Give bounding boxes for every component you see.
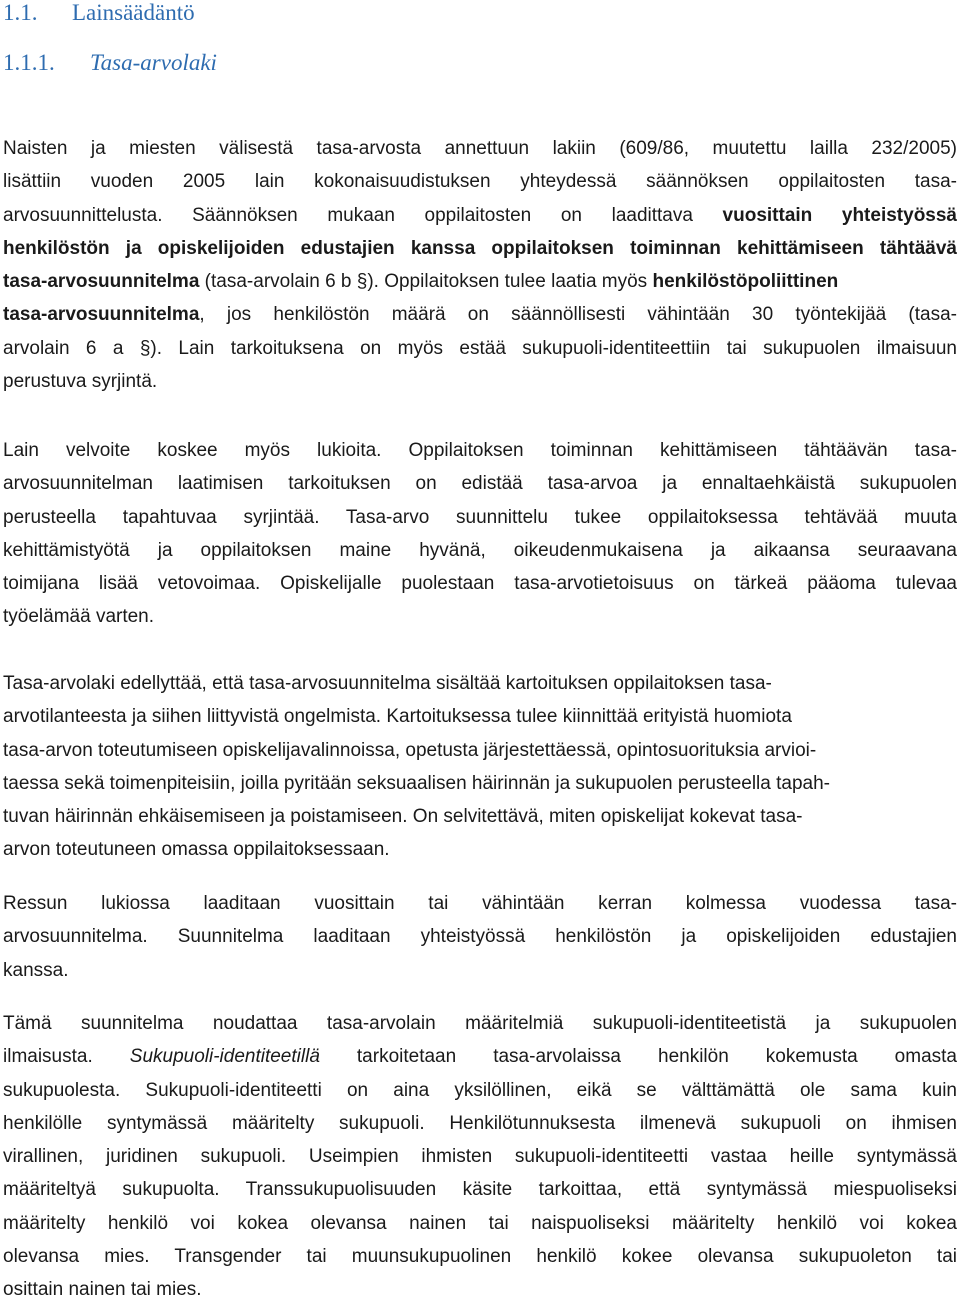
text-line: arvosuunnitelman laatimisen tarkoituksen on edistää tasa-arvoa ja ennaltaehkäistä sukupuolen — [3, 473, 957, 495]
paragraph-requirements — [3, 667, 957, 867]
text-line: määriteltyä sukupuolta. Transsukupuolisuuden käsite tarkoittaa, että syntymässä miespuoliseksi — [3, 1179, 957, 1201]
italic-term: Sukupuoli-identiteetillä — [129, 1046, 320, 1068]
paragraph-definitions — [3, 1007, 957, 1307]
text-line: Tasa-arvolaki edellyttää, että tasa-arvosuunnitelma sisältää kartoituksen oppilaitoksen tasa- — [3, 673, 772, 694]
text-line: taessa sekä toimenpiteisiin, joilla pyritään seksuaalisen häirinnän ja sukupuolen perusteella tapah- — [3, 772, 831, 794]
paragraph-ressu — [3, 887, 957, 987]
text-line: Lain velvoite koskee myös lukioita. Oppilaitoksen toiminnan kehittämiseen tähtäävän tasa- — [3, 440, 957, 461]
text-line: arvotilanteesta ja siihen liittyvistä ongelmista. Kartoituksessa tulee kiinnittää erityistä huomiota — [3, 706, 792, 728]
text-line: tasa-arvon toteutumiseen opiskelijavalinnoissa, opetusta järjestettäessä, opintosuorituksia arvioi- — [3, 739, 817, 761]
text-line: työelämää varten. — [3, 606, 155, 628]
text-line: osittain nainen tai mies. — [3, 1279, 202, 1301]
text-line: tasa-arvosuunnitelma, jos henkilöstön määrä on säännöllisesti vähintään 30 työntekijää (tasa- — [3, 304, 957, 326]
text-line: määritelty henkilö voi kokea olevansa nainen tai naispuoliseksi määritelty henkilö voi kokea — [3, 1212, 957, 1234]
emphasis: tasa-arvosuunnitelma — [3, 271, 200, 293]
text-line: tasa-arvosuunnitelma (tasa-arvolain 6 b §). Oppilaitoksen tulee laatia myös henkilöstöpoliittinen — [3, 271, 839, 293]
emphasis: henkilöstöpoliittinen — [652, 271, 839, 293]
section-heading — [3, 0, 195, 26]
text-line: tuvan häirinnän ehkäisemiseen ja poistamiseen. On selvitettävä, miten opiskelijat kokevat tasa- — [3, 806, 803, 828]
text-line: kehittämistyötä ja oppilaitoksen maine hyvänä, oikeudenmukaisena ja aikaansa seuraavana — [3, 539, 957, 561]
text-line: arvolain 6 a §). Lain tarkoituksena on myös estää sukupuoli-identiteettiin tai sukupuolen ilmaisuun — [3, 337, 957, 359]
text-line: ilmaisusta. Sukupuoli-identiteetillä tarkoitetaan tasa-arvolaissa henkilön kokemusta omasta — [3, 1046, 957, 1068]
text-line: Naisten ja miesten välisestä tasa-arvosta annettuun lakiin (609/86, muutettu lailla 232/2005) — [3, 138, 957, 159]
paragraph-obligation — [3, 434, 957, 634]
text-line: lisättiin vuoden 2005 lain kokonaisuudistuksen yhteydessä säännöksen oppilaitosten tasa- — [3, 171, 957, 193]
text-line: kanssa. — [3, 959, 69, 981]
text-line: arvon toteutuneen omassa oppilaitoksessaan. — [3, 839, 390, 861]
paragraph-law-background — [3, 132, 957, 398]
subsection-title: Tasa-arvolaki — [90, 50, 217, 75]
text-line: perusteella tapahtuvaa syrjintää. Tasa-arvo suunnittelu tukee oppilaitoksessa tehtävää muuta — [3, 506, 957, 528]
text-line: arvosuunnitelma. Suunnitelma laaditaan yhteistyössä henkilöstön ja opiskelijoiden edustajien — [3, 926, 957, 948]
subsection-number: 1.1.1. — [3, 50, 55, 75]
text-line: olevansa mies. Transgender tai muunsukupuolinen henkilö kokee olevansa sukupuoleton tai — [3, 1246, 957, 1268]
text-line: Tämä suunnitelma noudattaa tasa-arvolain määritelmiä sukupuoli-identiteetistä ja sukupuolen — [3, 1013, 957, 1034]
text-line: virallinen, juridinen sukupuoli. Useimpien ihmisten sukupuoli-identiteetti vastaa heille syntymässä — [3, 1146, 957, 1168]
text-line: toimijana lisää vetovoimaa. Opiskelijalle puolestaan tasa-arvotietoisuus on tärkeä pääoma tulevaa — [3, 573, 957, 595]
section-title: Lainsäädäntö — [72, 0, 195, 25]
text-line: Ressun lukiossa laaditaan vuosittain tai vähintään kerran kolmessa vuodessa tasa- — [3, 893, 957, 914]
emphasis: henkilöstön ja opiskelijoiden edustajien kanssa oppilaitoksen toiminnan kehittämiseen tähtäävä — [3, 237, 957, 259]
text-line: arvosuunnittelusta. Säännöksen mukaan oppilaitosten on laadittava vuosittain yhteistyössä — [3, 204, 957, 226]
section-number: 1.1. — [3, 0, 38, 25]
text-line — [3, 232, 957, 265]
text-line: perustuva syrjintä. — [3, 371, 158, 393]
subsection-heading — [3, 50, 217, 76]
emphasis: tasa-arvosuunnitelma — [3, 304, 200, 326]
text-line: henkilölle syntymässä määritelty sukupuoli. Henkilötunnuksesta ilmenevä sukupuoli on ihmisen — [3, 1112, 957, 1134]
emphasis: vuosittain yhteistyössä — [722, 204, 957, 226]
text-line: sukupuolesta. Sukupuoli-identiteetti on aina yksilöllinen, eikä se välttämättä ole sama kuin — [3, 1079, 957, 1101]
